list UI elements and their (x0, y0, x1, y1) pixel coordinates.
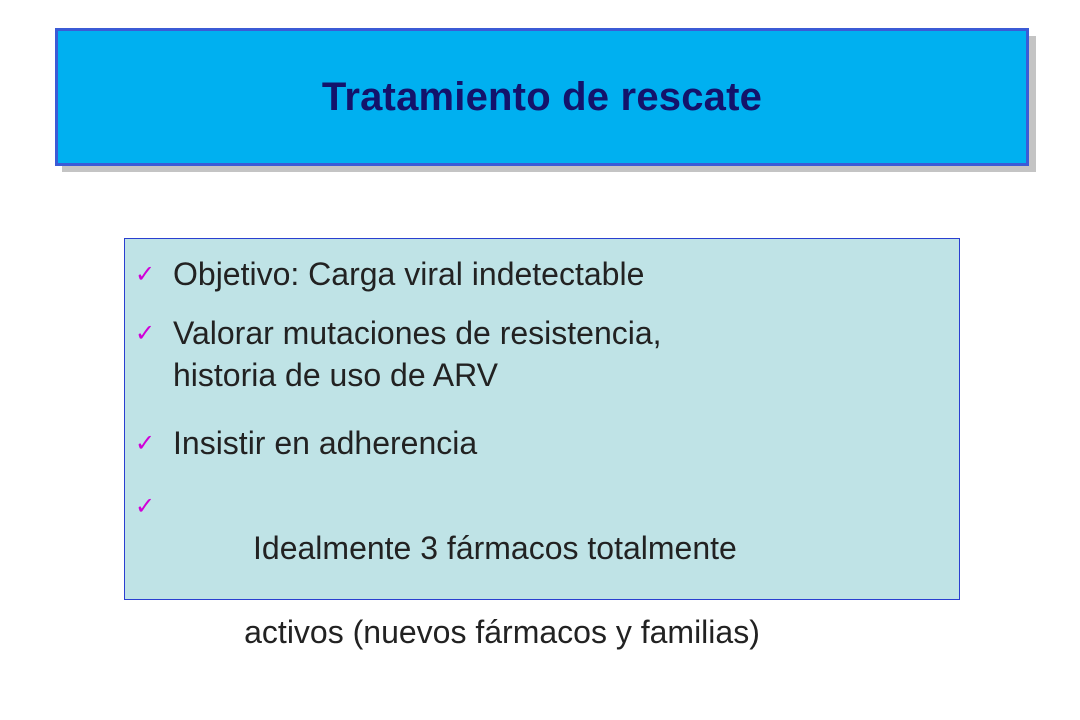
bullet-text (173, 312, 933, 396)
checkmark-icon: ✓ (135, 492, 156, 520)
checkmark-icon: ✓ (135, 260, 156, 288)
content-panel (124, 238, 960, 650)
bullet-line: Idealmente 3 fármacos totalmente (244, 530, 737, 566)
checkmark-icon: ✓ (135, 429, 156, 457)
bullet-text (173, 422, 933, 464)
bullet-text (173, 253, 933, 295)
bullet-item (135, 422, 933, 464)
bullet-item (135, 485, 933, 695)
bullet-line: Insistir en adherencia (173, 425, 478, 461)
checkmark-icon: ✓ (135, 319, 156, 347)
bullet-line: Valorar mutaciones de resistencia, (173, 315, 662, 351)
bullet-line: activos (nuevos fármacos y familias) (244, 614, 760, 650)
slide-title: Tratamiento de rescate (321, 74, 763, 119)
bullet-text (173, 485, 933, 695)
bullet-item (135, 312, 933, 396)
bullet-line: historia de uso de ARV (173, 357, 498, 393)
title-banner (55, 28, 1029, 166)
bullet-line: Objetivo: Carga viral indetectable (173, 256, 645, 292)
bullet-item (135, 253, 933, 295)
